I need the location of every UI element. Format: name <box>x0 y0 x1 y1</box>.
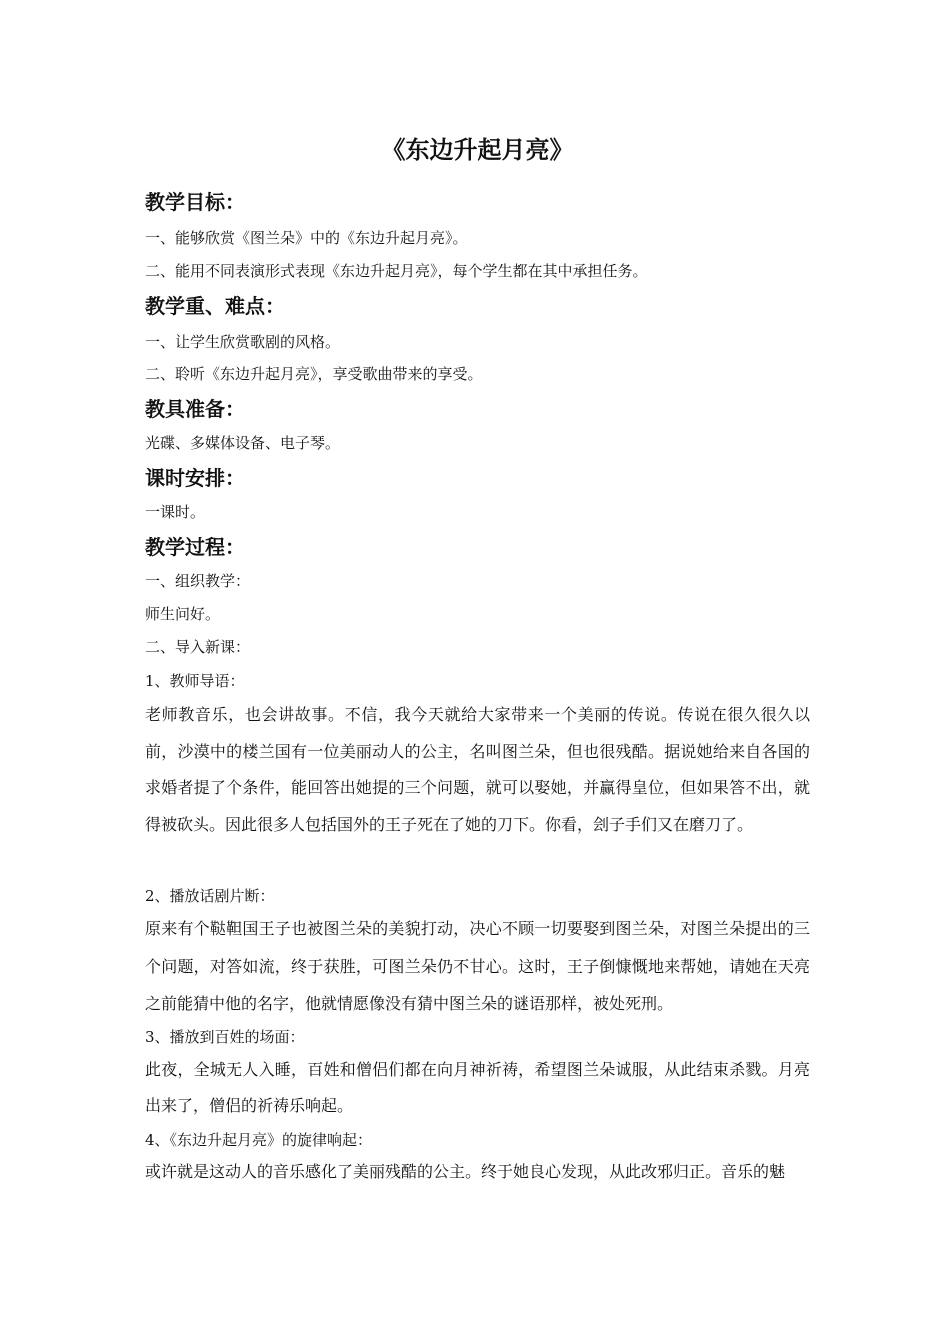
materials-text: 光碟、多媒体设备、电子琴。 <box>145 434 341 452</box>
heading-process: 教学过程： <box>145 535 245 559</box>
process-paragraph: 老师教音乐，也会讲故事。不信，我今天就给大家带来一个美丽的传说。传说在很久很久以前，沙漠中的楼兰国有一位美丽动人的公主，名叫图兰朵，但也很残酷。据说她给来自各国的求婚者提了个条件，能回答出她提的三个问题，就可以娶她，并赢得皇位，但如果答不出，就得被砍头。因此很多人包括国外的王子死在了她的刀下。你看，刽子手们又在磨刀了。 <box>145 705 810 834</box>
heading-materials: 教具准备： <box>145 397 245 421</box>
key-point-item: 二、聆听《东边升起月亮》，享受歌曲带来的享受。 <box>145 365 483 383</box>
heading-teaching-goals: 教学目标： <box>145 190 245 214</box>
process-substep: 3、播放到百姓的场面： <box>145 1028 305 1046</box>
process-step-text: 师生问好。 <box>145 605 221 623</box>
process-substep: 4、《东边升起月亮》的旋律响起： <box>145 1131 373 1149</box>
goal-item: 二、能用不同表演形式表现《东边升起月亮》，每个学生都在其中承担任务。 <box>145 262 648 280</box>
heading-schedule: 课时安排： <box>145 466 245 490</box>
process-substep: 2、播放话剧片断： <box>145 887 275 905</box>
process-paragraph: 或许就是这动人的音乐感化了美丽残酷的公主。终于她良心发现，从此改邪归正。音乐的魅 <box>145 1162 786 1181</box>
process-substep: 1、教师导语： <box>145 672 245 690</box>
process-step: 二、导入新课： <box>145 638 251 656</box>
goal-item: 一、能够欣赏《图兰朵》中的《东边升起月亮》。 <box>145 229 468 247</box>
process-step: 一、组织教学： <box>145 572 251 590</box>
process-paragraph: 此夜，全城无人入睡，百姓和僧侣们都在向月神祈祷，希望图兰朵诚服，从此结束杀戮。月亮出来了，僧侣的祈祷乐响起。 <box>145 1060 810 1115</box>
process-paragraph: 原来有个鞑靼国王子也被图兰朵的美貌打动，决心不顾一切要娶到图兰朵，对图兰朵提出的三个问题，对答如流，终于获胜，可图兰朵仍不甘心。这时，王子倒慷慨地来帮她，请她在天亮之前能猜中他的名字，他就情愿像没有猜中图兰朵的谜语那样，被处死刑。 <box>145 919 810 1013</box>
schedule-text: 一课时。 <box>145 503 206 521</box>
key-point-item: 一、让学生欣赏歌剧的风格。 <box>145 333 341 351</box>
document-title: 《东边升起月亮》 <box>381 135 574 164</box>
heading-key-points: 教学重、难点： <box>145 294 285 318</box>
